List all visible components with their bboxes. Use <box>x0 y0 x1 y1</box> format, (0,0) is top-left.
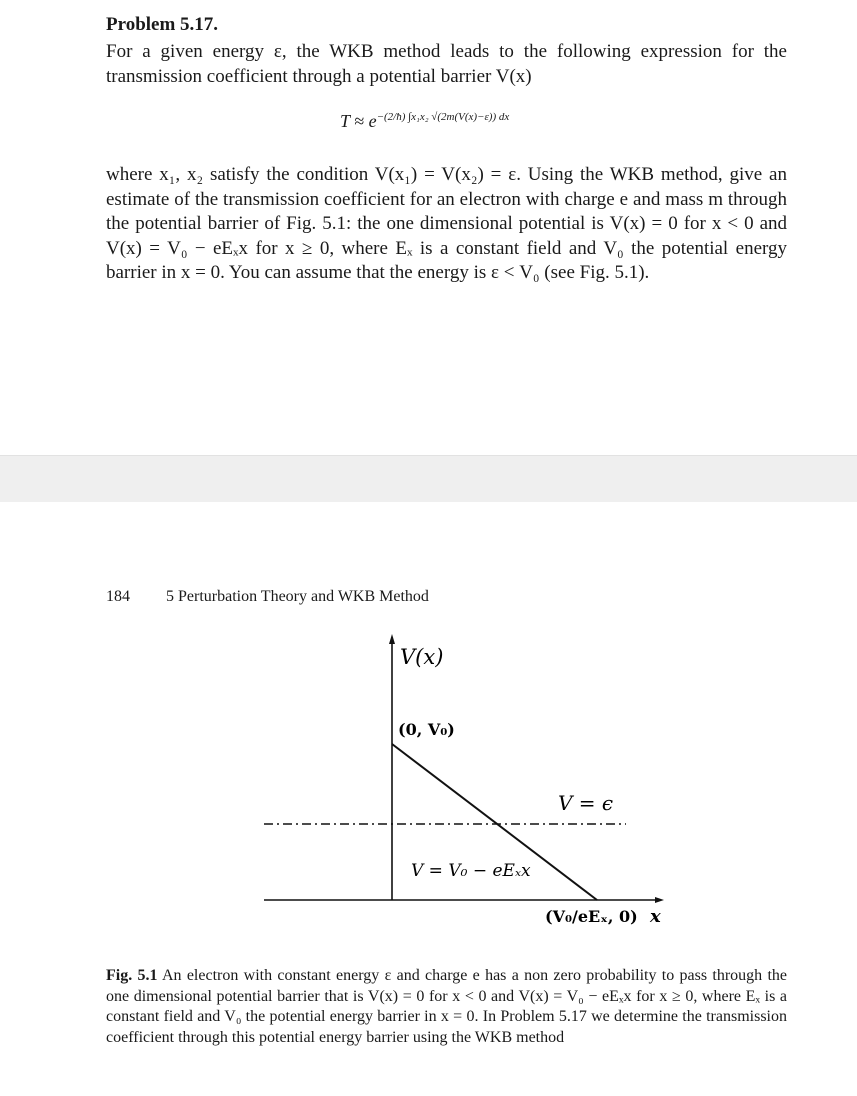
formula-base: T ≈ e <box>340 111 377 131</box>
problem-intro: For a given energy ε, the WKB method leads to the following expression for the transmission coefficient through a potential barrier V(x) <box>106 41 787 87</box>
page-number: 184 <box>106 588 130 605</box>
formula-exponent: −(2/ħ) ∫x₁x₂ √(2m(V(x)−ε)) dx <box>376 111 510 123</box>
peak-label: (0, V₀) <box>398 720 455 739</box>
caption-text: An electron with constant energy ε and charge e has a non zero probability to pass through the one dimensional potential barrier that is V(x) = 0 for x < 0 and V(x) = V₀ − eEₓx for x ≥ 0, where Eₓ is a constant field and V₀ the potential energy barrier in x = 0. In Problem 5.17 we determine the transmission coefficient through this potential energy barrier using the WKB method <box>106 967 788 1046</box>
slope-label: V = V₀ − eEₓx <box>411 861 531 881</box>
intercept-label: (V₀/eEₓ, 0) <box>545 907 638 926</box>
energy-label: V = ϵ <box>558 791 614 815</box>
x-axis-arrowhead <box>655 897 664 903</box>
chapter-title: 5 Perturbation Theory and WKB Method <box>166 588 429 605</box>
problem-body: where x₁, x₂ satisfy the condition V(x₁) = V(x₂) = ε. Using the WKB method, give an estimate of the transmission coefficient for an electron with charge e and mass m through the potential barrier of Fig. 5.1: the one dimensional potential is V(x) = 0 for x < 0 and V(x) = V₀ − eEₓx for x ≥ 0, where Eₓ is a constant field and V₀ the potential energy barrier in x = 0. You can assume that the energy is ε < V₀ (see Fig. 5.1). <box>106 164 787 283</box>
y-axis-arrowhead <box>389 634 395 644</box>
problem-heading: Problem 5.17. <box>106 14 219 35</box>
figure-caption <box>106 966 787 1048</box>
x-axis-label: x <box>650 906 661 927</box>
y-axis-label: V(x) <box>400 645 444 669</box>
caption-label: Fig. 5.1 <box>106 967 158 984</box>
